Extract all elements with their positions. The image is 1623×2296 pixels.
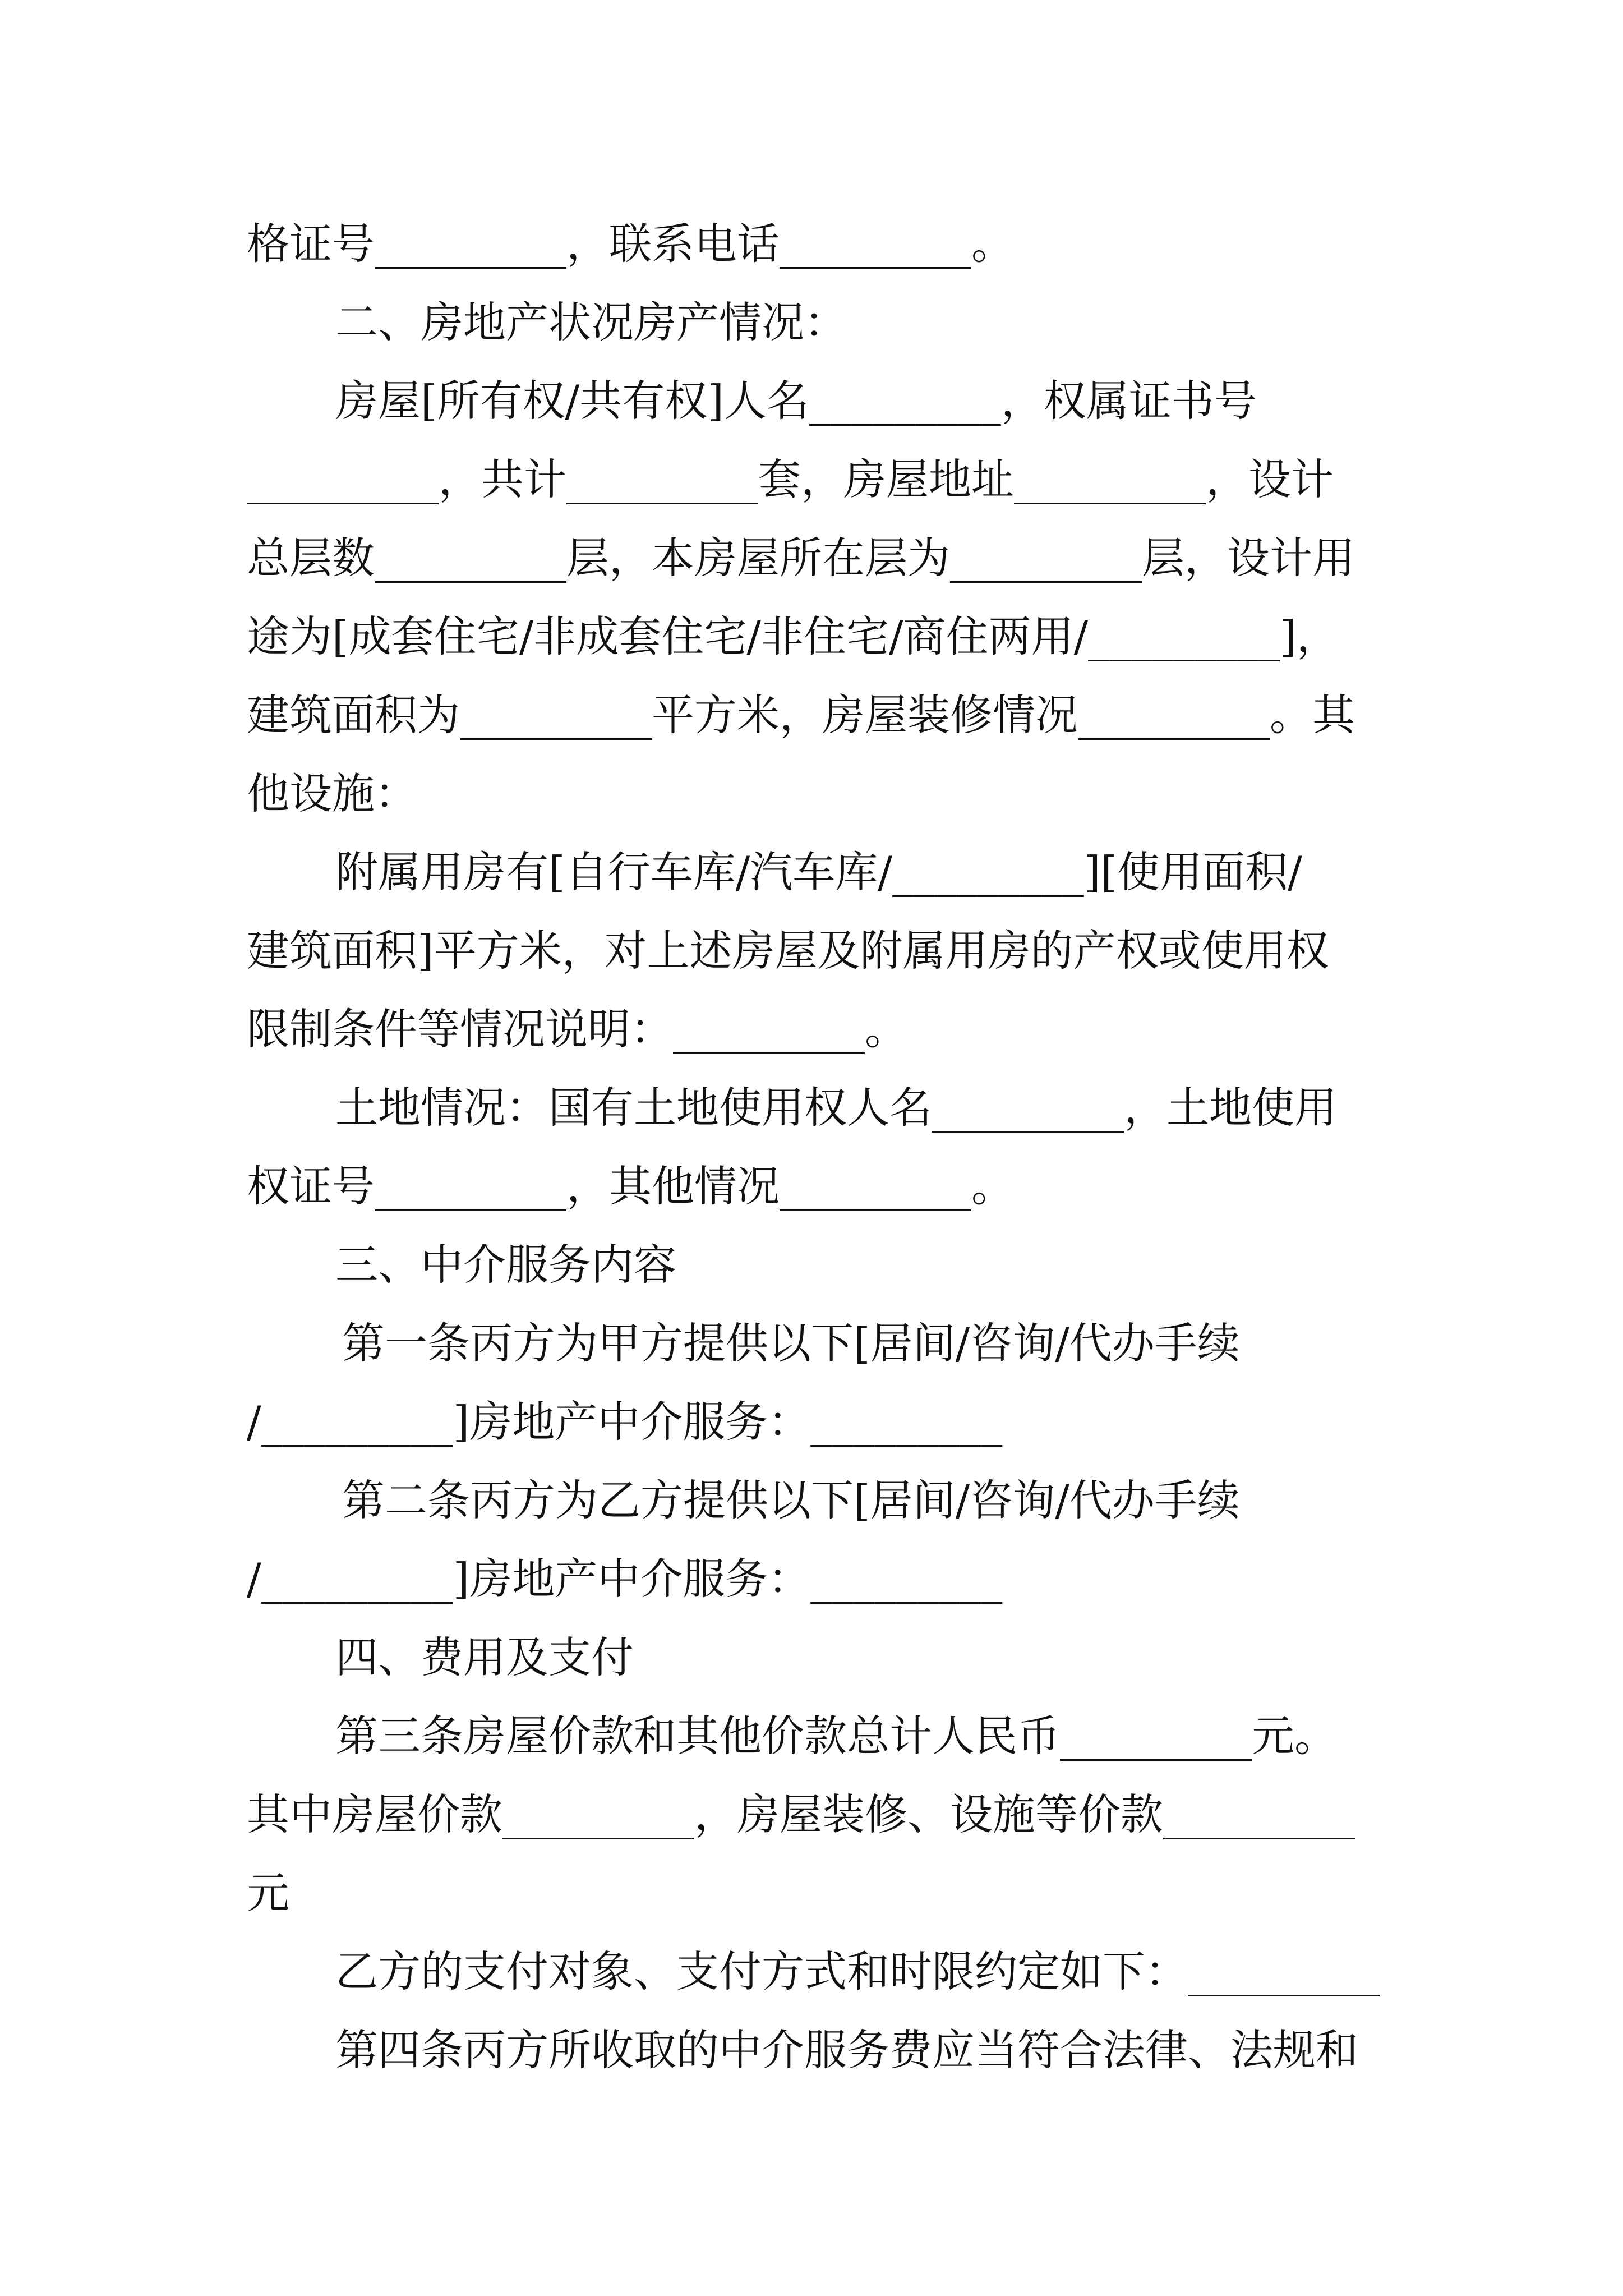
text-line	[0, 2011, 1623, 2090]
text-line	[0, 362, 1623, 440]
text-line	[0, 440, 1623, 519]
text-line	[0, 597, 1623, 676]
text-line	[0, 912, 1623, 990]
text-line	[0, 519, 1623, 597]
text-line-content: 他设施：	[247, 769, 417, 818]
section-heading	[0, 283, 1623, 362]
text-line	[0, 1069, 1623, 1147]
text-line-content: 二、房地产状况房产情况：	[335, 297, 847, 347]
text-line	[0, 990, 1623, 1069]
text-line	[0, 205, 1623, 283]
text-line-content: 土地情况：国有土地使用权人名_________，土地使用	[335, 1083, 1337, 1133]
text-line	[0, 1854, 1623, 1932]
text-line	[0, 676, 1623, 754]
text-line	[0, 1540, 1623, 1618]
text-line	[0, 1775, 1623, 1854]
text-line-content: 第一条丙方为甲方提供以下[居间/咨询/代办手续	[342, 1318, 1240, 1368]
text-line-content: /_________]房地产中介服务：_________	[247, 1397, 1003, 1447]
text-line-content: 房屋[所有权/共有权]人名_________，权属证书号	[335, 376, 1257, 426]
text-line-content: 限制条件等情况说明：_________。	[247, 1004, 907, 1054]
text-line	[0, 1147, 1623, 1226]
text-line	[0, 1461, 1623, 1540]
text-line-content: 途为[成套住宅/非成套住宅/非住宅/商住两用/_________]，	[247, 611, 1339, 661]
text-line-content: 三、中介服务内容	[335, 1240, 676, 1290]
text-line-content: 四、费用及支付	[335, 1632, 634, 1682]
text-line-content: /_________]房地产中介服务：_________	[247, 1554, 1003, 1604]
text-line-content: 第三条房屋价款和其他价款总计人民币_________元。	[335, 1711, 1337, 1761]
text-line	[0, 1383, 1623, 1461]
section-heading	[0, 1618, 1623, 1697]
text-line-content: 格证号_________，联系电话_________。	[247, 219, 1014, 269]
text-line-content: 其中房屋价款_________，房屋装修、设施等价款_________	[247, 1789, 1355, 1839]
text-line-content: 第二条丙方为乙方提供以下[居间/咨询/代办手续	[342, 1475, 1240, 1525]
text-line	[0, 1304, 1623, 1383]
text-line-content: 权证号_________，其他情况_________。	[247, 1161, 1014, 1211]
text-line	[0, 1697, 1623, 1775]
text-line	[0, 833, 1623, 912]
section-heading	[0, 1226, 1623, 1304]
text-line-content: 建筑面积]平方米，对上述房屋及附属用房的产权或使用权	[247, 926, 1329, 976]
text-line-content: 乙方的支付对象、支付方式和时限约定如下：_________	[335, 1947, 1380, 1996]
text-line-content: 第四条丙方所收取的中介服务费应当符合法律、法规和	[335, 2025, 1358, 2075]
text-line	[0, 1932, 1623, 2011]
text-line-content: _________，共计_________套，房屋地址_________，设计	[247, 454, 1334, 504]
text-line-content: 建筑面积为_________平方米，房屋装修情况_________。其	[247, 690, 1355, 740]
text-line	[0, 754, 1623, 833]
text-line-content: 元	[247, 1868, 289, 1918]
text-line-content: 总层数_________层，本房屋所在层为_________层，设计用	[247, 533, 1355, 583]
text-line-content: 附属用房有[自行车库/汽车库/_________][使用面积/	[335, 847, 1302, 897]
